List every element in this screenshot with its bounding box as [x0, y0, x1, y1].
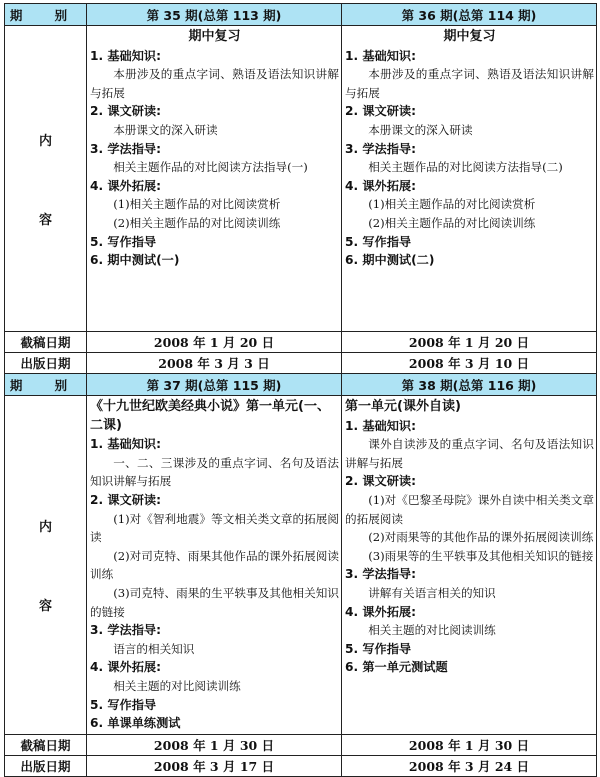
publish-date-row [5, 353, 597, 374]
period-header-row [5, 4, 597, 26]
section-detail: 本册涉及的重点字词、熟语及语法知识讲解与拓展 [90, 67, 339, 100]
section-detail: 一、二、三课涉及的重点字词、名句及语法知识讲解与拓展 [90, 455, 339, 489]
section-heading: 5. 写作指导 [345, 641, 412, 656]
section-detail: 讲解有关语言相关的知识 [368, 585, 496, 600]
section-heading: 1. 基础知识: [90, 437, 161, 452]
section-heading: 5. 写作指导 [345, 234, 412, 249]
section-detail: (3)雨果等的生平轶事及其他相关知识的链接 [368, 548, 594, 563]
section-detail: 本册涉及的重点字词、熟语及语法知识讲解与拓展 [345, 67, 594, 100]
section-detail: 相关主题的对比阅读训练 [113, 678, 241, 693]
section-heading: 6. 第一单元测试题 [345, 660, 448, 675]
content-row [5, 396, 597, 735]
period-header-row [5, 374, 597, 396]
section-heading: 6. 期中测试(一) [90, 253, 180, 268]
section-heading: 3. 学法指导: [345, 567, 416, 582]
issue-header: 第 38 期(总第 116 期) [342, 374, 597, 396]
section-detail: 语言的相关知识 [113, 641, 195, 656]
content-row [5, 26, 597, 332]
submit-date: 2008 年 1 月 30 日 [87, 734, 342, 755]
section-heading: 4. 课外拓展: [345, 178, 416, 193]
publish-date: 2008 年 3 月 3 日 [87, 353, 342, 374]
content-label-top: 内 [38, 133, 52, 149]
section-heading: 2. 课文研读: [90, 492, 161, 507]
submit-date: 2008 年 1 月 20 日 [342, 332, 597, 353]
section-heading: 6. 期中测试(二) [345, 253, 435, 268]
issue-content [87, 26, 342, 332]
issue-title: 期中复习 [188, 29, 241, 44]
section-heading: 1. 基础知识: [345, 48, 416, 63]
submit-date: 2008 年 1 月 30 日 [342, 734, 597, 755]
section-detail: (2)对司克特、雨果其他作品的课外拓展阅读训练 [90, 548, 339, 582]
content-label-top: 内 [38, 519, 52, 535]
publish-date: 2008 年 3 月 24 日 [342, 755, 597, 776]
section-detail: (2)对雨果等的其他作品的课外拓展阅读训练 [368, 530, 594, 545]
section-detail: (1)相关主题作品的对比阅读赏析 [368, 197, 536, 212]
content-label [5, 396, 87, 735]
issue-content [342, 26, 597, 332]
issue-title: 《十九世纪欧美经典小说》第一单元(一、二课) [90, 399, 330, 433]
section-heading: 2. 课文研读: [90, 104, 161, 119]
submit-date-row [5, 332, 597, 353]
section-heading: 1. 基础知识: [90, 48, 161, 63]
publish-date: 2008 年 3 月 10 日 [342, 353, 597, 374]
publish-date-row [5, 755, 597, 776]
section-heading: 2. 课文研读: [345, 104, 416, 119]
period-label: 期 别 [5, 374, 87, 396]
publish-date-label: 出版日期 [5, 755, 87, 776]
section-heading: 3. 学法指导: [90, 141, 161, 156]
section-heading: 3. 学法指导: [90, 623, 161, 638]
section-heading: 6. 单课单练测试 [90, 716, 181, 731]
issue-title: 期中复习 [443, 29, 496, 44]
section-heading: 1. 基础知识: [345, 418, 416, 433]
section-heading: 5. 写作指导 [90, 234, 157, 249]
issue-title: 第一单元(课外自读) [345, 399, 461, 414]
issue-header: 第 36 期(总第 114 期) [342, 4, 597, 26]
period-label: 期 别 [5, 4, 87, 26]
section-detail: 本册课文的深入研读 [113, 122, 218, 137]
section-detail: 相关主题的对比阅读训练 [368, 623, 496, 638]
section-heading: 3. 学法指导: [345, 141, 416, 156]
section-detail: (1)对《巴黎圣母院》课外自读中相关类文章的拓展阅读 [345, 492, 594, 526]
section-detail: (3)司克特、雨果的生平轶事及其他相关知识的链接 [90, 585, 339, 619]
submit-date: 2008 年 1 月 20 日 [87, 332, 342, 353]
section-detail: (1)相关主题作品的对比阅读赏析 [113, 197, 281, 212]
issue-content [87, 396, 342, 735]
section-detail: 本册课文的深入研读 [368, 122, 473, 137]
issue-content [342, 396, 597, 735]
section-detail: 课外自读涉及的重点字词、名句及语法知识讲解与拓展 [345, 437, 594, 470]
section-heading: 5. 写作指导 [90, 697, 157, 712]
content-label-bottom: 容 [38, 212, 52, 228]
issue-schedule-table [4, 3, 597, 777]
section-detail: (1)对《智利地震》等文相关类文章的拓展阅读 [90, 511, 339, 545]
publish-date: 2008 年 3 月 17 日 [87, 755, 342, 776]
section-detail: (2)相关主题作品的对比阅读训练 [113, 215, 281, 230]
section-detail: 相关主题作品的对比阅读方法指导(二) [368, 160, 563, 175]
section-detail: (2)相关主题作品的对比阅读训练 [368, 215, 536, 230]
issue-header: 第 35 期(总第 113 期) [87, 4, 342, 26]
submit-date-row [5, 734, 597, 755]
section-heading: 4. 课外拓展: [90, 178, 161, 193]
issue-header: 第 37 期(总第 115 期) [87, 374, 342, 396]
submit-date-label: 截稿日期 [5, 734, 87, 755]
content-label-bottom: 容 [38, 598, 52, 614]
submit-date-label: 截稿日期 [5, 332, 87, 353]
section-heading: 4. 课外拓展: [90, 660, 161, 675]
section-heading: 2. 课文研读: [345, 474, 416, 489]
section-heading: 4. 课外拓展: [345, 604, 416, 619]
content-label [5, 26, 87, 332]
section-detail: 相关主题作品的对比阅读方法指导(一) [113, 160, 308, 175]
publish-date-label: 出版日期 [5, 353, 87, 374]
